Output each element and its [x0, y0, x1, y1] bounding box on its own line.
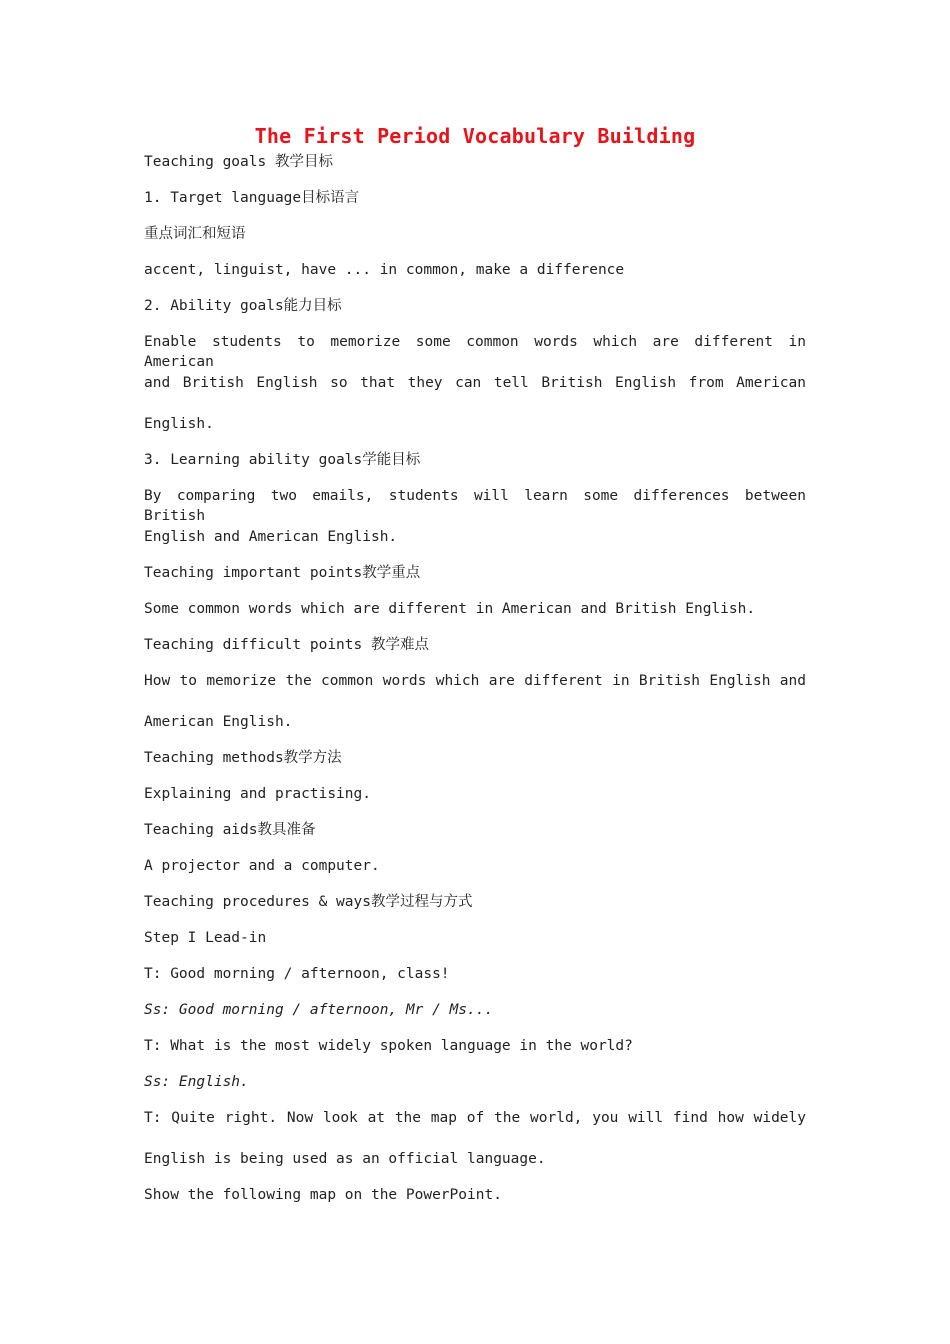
ability-goals-text-line-2: and British English so that they can tell British English from American: [144, 375, 806, 391]
teaching-aids-text: A projector and a computer.: [144, 858, 380, 874]
heading-learning-ability-goals: 3. Learning ability goals学能目标: [144, 452, 421, 468]
heading-important-points: Teaching important points教学重点: [144, 565, 421, 581]
dialogue-teacher-line-3a: T: Quite right. Now look at the map of the world, you will find how widely: [144, 1110, 806, 1126]
dialogue-teacher-line-1: T: Good morning / afternoon, class!: [144, 966, 450, 982]
dialogue-students-line-2: Ss: English.: [144, 1074, 249, 1090]
heading-ability-goals: 2. Ability goals能力目标: [144, 298, 342, 314]
difficult-points-text-line-2: American English.: [144, 714, 293, 730]
learning-goals-text-line-2: English and American English.: [144, 529, 398, 545]
ability-goals-text-line-1: Enable students to memorize some common words which are different in American: [144, 334, 806, 370]
heading-teaching-methods: Teaching methods教学方法: [144, 750, 342, 766]
heading-teaching-aids: Teaching aids教具准备: [144, 822, 316, 838]
instruction-text: Show the following map on the PowerPoint.: [144, 1187, 502, 1203]
dialogue-teacher-line-2: T: What is the most widely spoken language in the world?: [144, 1038, 633, 1054]
vocabulary-list: accent, linguist, have ... in common, make a difference: [144, 262, 625, 278]
step-heading: Step I Lead-in: [144, 930, 267, 946]
subheading-key-vocabulary: 重点词汇和短语: [144, 226, 246, 242]
important-points-text: Some common words which are different in American and British English.: [144, 601, 756, 617]
heading-teaching-procedures: Teaching procedures & ways教学过程与方式: [144, 894, 473, 910]
dialogue-teacher-line-3b: English is being used as an official language.: [144, 1151, 546, 1167]
teaching-methods-text: Explaining and practising.: [144, 786, 371, 802]
heading-difficult-points: Teaching difficult points 教学难点: [144, 637, 429, 653]
difficult-points-text-line-1: How to memorize the common words which are different in British English and: [144, 673, 806, 689]
document-title: The First Period Vocabulary Building: [254, 124, 696, 148]
learning-goals-text-line-1: By comparing two emails, students will learn some differences between British: [144, 488, 806, 524]
dialogue-students-line-1: Ss: Good morning / afternoon, Mr / Ms...: [144, 1002, 494, 1018]
ability-goals-text-line-3: English.: [144, 416, 214, 432]
heading-target-language: 1. Target language目标语言: [144, 190, 360, 206]
heading-teaching-goals: Teaching goals 教学目标: [144, 154, 333, 170]
